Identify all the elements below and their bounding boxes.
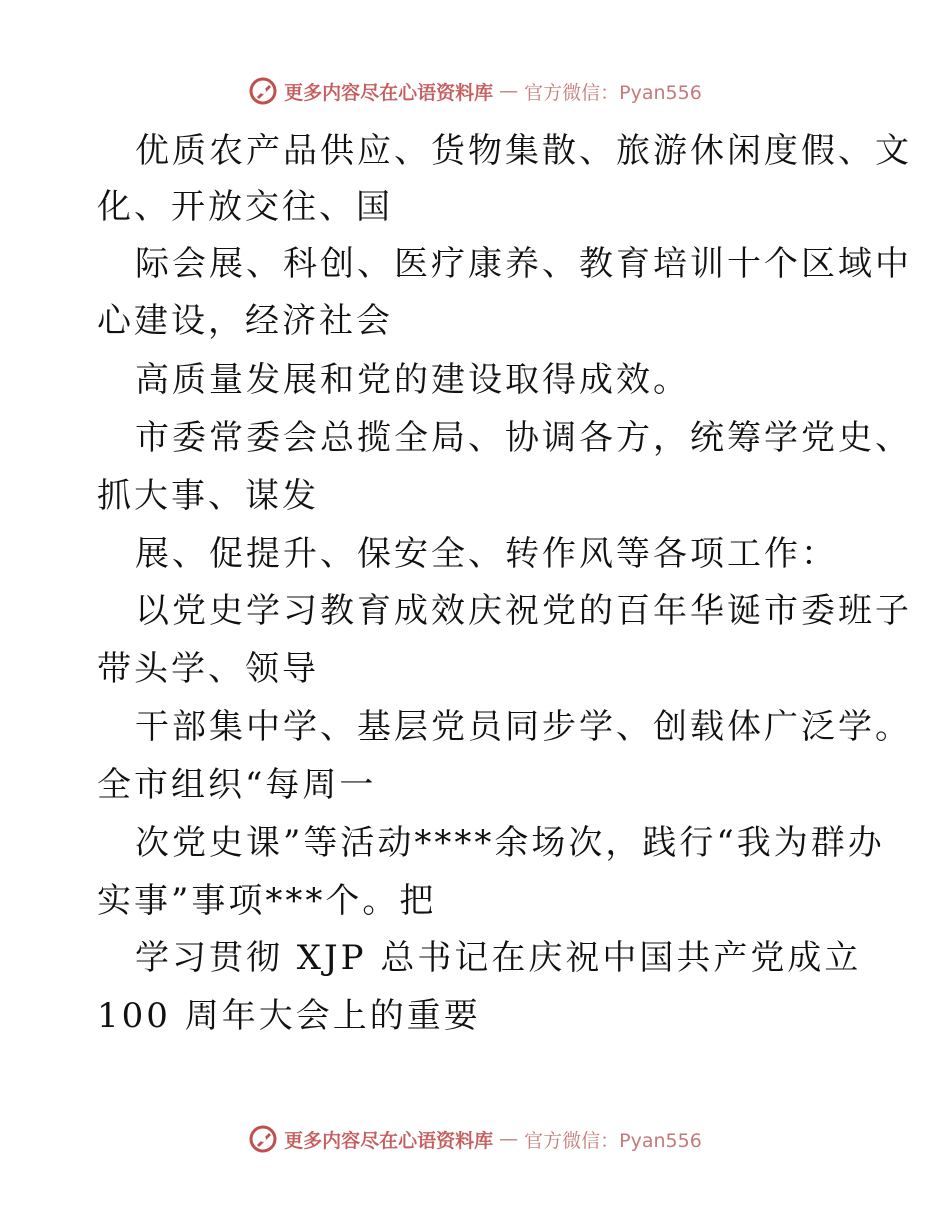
text-line: 抓大事、谋发 <box>97 476 319 516</box>
watermark-wechat: 官方微信：Pyan556 <box>524 81 702 104</box>
watermark-dash: — <box>499 80 519 102</box>
watermark-brand: 更多内容尽在心语资料库 <box>284 81 494 104</box>
text-line: 市委常委会总揽全局、协调各方，统筹学党史、 <box>135 418 912 458</box>
text-line: 带头学、领导 <box>97 649 319 689</box>
text-line: 次党史课”等活动****余场次，践行“我为群办 <box>135 823 885 863</box>
watermark-brand: 更多内容尽在心语资料库 <box>284 1129 494 1152</box>
footer-watermark <box>0 1124 950 1154</box>
text-line: 100 周年大会上的重要 <box>97 996 481 1036</box>
text-line: 展、促提升、保安全、转作风等各项工作： <box>135 534 838 574</box>
text-line: 以党史学习教育成效庆祝党的百年华诞市委班子 <box>135 591 912 631</box>
watermark-dash: — <box>499 1128 519 1150</box>
text-line: 际会展、科创、医疗康养、教育培训十个区域中 <box>135 244 912 284</box>
text-line: 高质量发展和党的建设取得成效。 <box>135 360 690 400</box>
pen-logo-icon <box>248 1124 278 1154</box>
text-line: 心建设，经济社会 <box>97 301 393 341</box>
text-line: 优质农产品供应、货物集散、旅游休闲度假、文 <box>135 131 912 171</box>
text-line: 实事”事项***个。把 <box>97 881 437 921</box>
watermark-wechat: 官方微信：Pyan556 <box>524 1129 702 1152</box>
pen-logo-icon <box>248 76 278 106</box>
text-line: 化、开放交往、国 <box>97 187 393 227</box>
text-line: 学习贯彻 XJP 总书记在庆祝中国共产党成立 <box>135 938 862 978</box>
text-line: 全市组织“每周一 <box>97 765 377 805</box>
header-watermark <box>0 76 950 106</box>
text-line: 干部集中学、基层党员同步学、创载体广泛学。 <box>135 707 912 747</box>
